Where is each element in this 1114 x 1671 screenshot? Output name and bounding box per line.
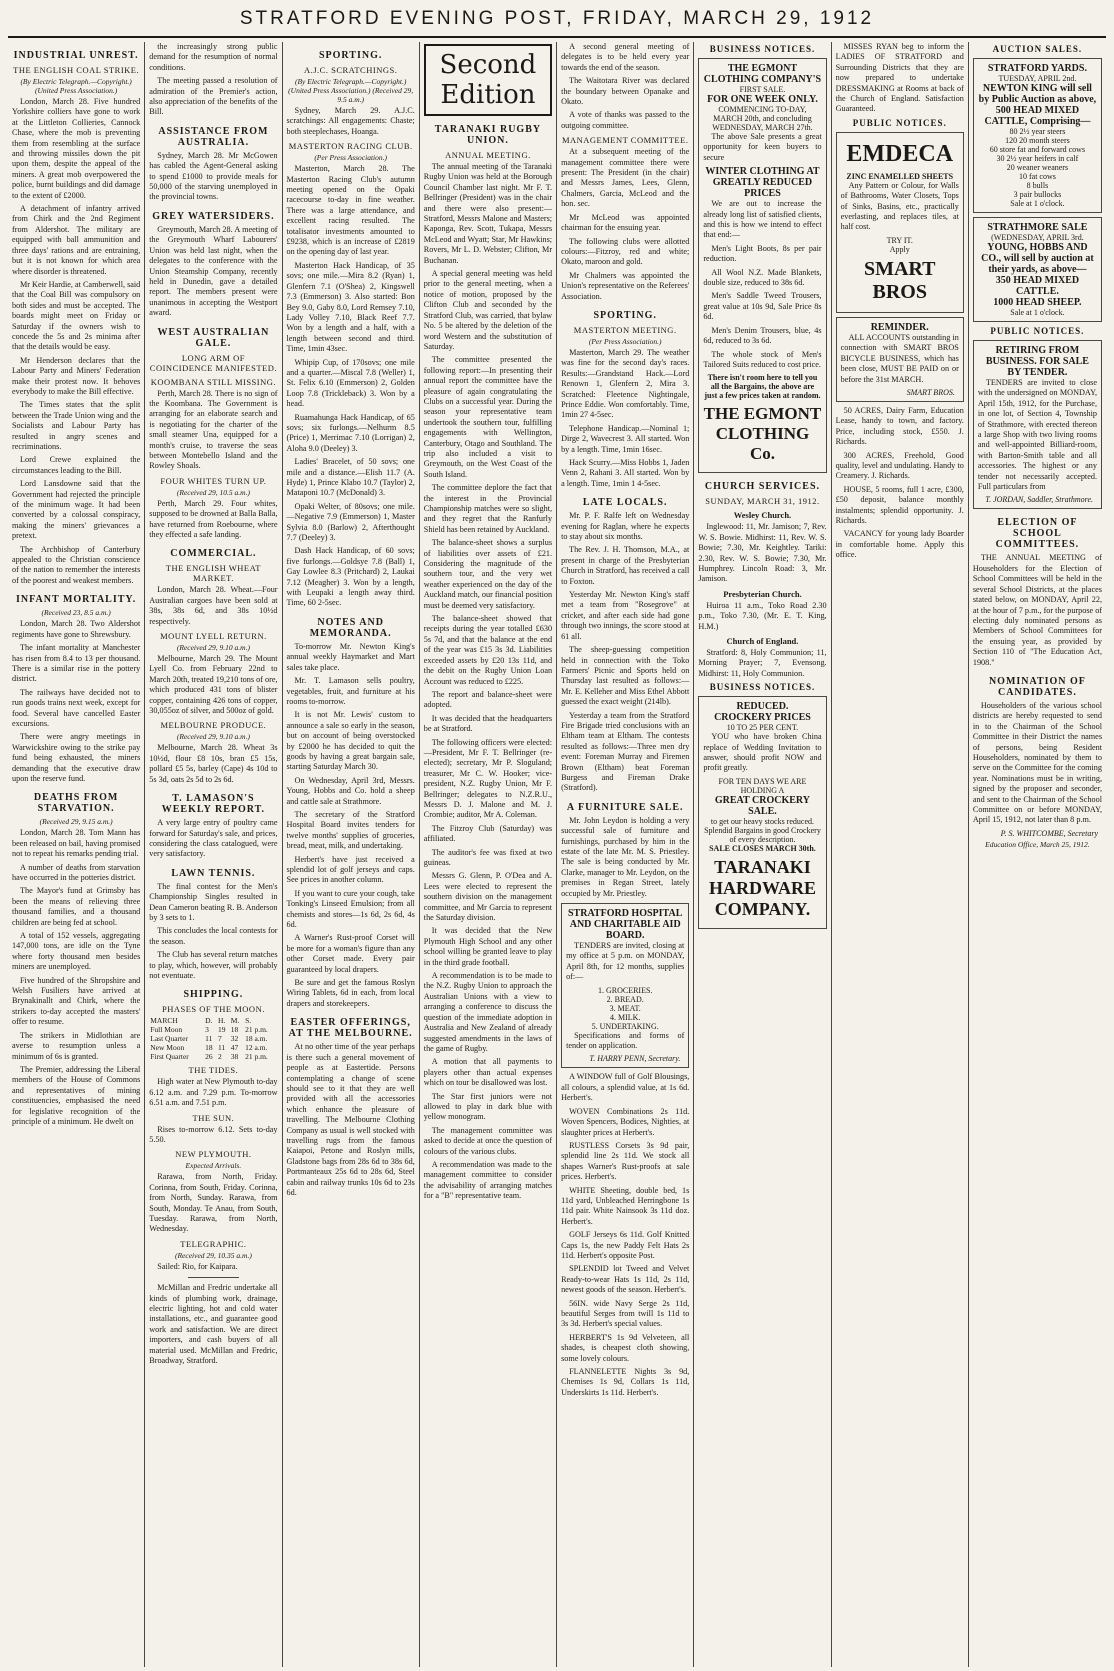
subheadline: MANAGEMENT COMMITTEE. bbox=[561, 135, 689, 146]
paragraph: It is not Mr. Lewis' custom to announce a sale so early in the season, but on account of being overstocked by £2000 he has decided to quit the goods by having a great bargain sale, starting Saturday March 30. bbox=[286, 710, 415, 772]
paragraph: The meeting passed a resolution of admiration of the Premier's action, also appreciation of the benefits of the Bill. bbox=[149, 76, 278, 117]
church-name: Wesley Church. bbox=[733, 510, 792, 521]
paragraph: The following officers were elected:—President, Mr F. T. Bellringer (re-elected); secretary, Mr P. Sloguland; treasurer, Mr C. W. Hooker; vice-president, N.Z. Rugby Union, Mr F. Bellringer; delegates to N.Z.R.U., Messrs D. J. Malone and M. J. Crombie; auditor, Mr A. Coleman. bbox=[423, 737, 553, 820]
subheadline: THE SUN. bbox=[192, 1112, 235, 1123]
paragraph: TENDERS are invited, closing at my office at 5 p.m. on MONDAY, April 8th, for 12 months, supplies of:— bbox=[566, 941, 685, 982]
moon-row bbox=[149, 1025, 277, 1034]
classified-ad: VACANCY for young lady Boarder in comfortable home. Apply this office. bbox=[835, 529, 964, 560]
ad-item: 10 fat cows bbox=[1018, 172, 1056, 181]
paragraph: A special general meeting was held prior to the general meeting, when a notice of motion, proposed by the Clifton Club and seconded by the Stratford Club, was carried, that bylaw No. 5 be altered by the deletion of the word Western and the substitution of Saturday. bbox=[423, 269, 553, 351]
subheadline: NEW PLYMOUTH. bbox=[175, 1149, 252, 1160]
moon-cell: 18 bbox=[230, 1025, 239, 1035]
moon-header-cell: D. bbox=[205, 1016, 213, 1026]
classified-ad: 56IN. wide Navy Serge 2s 11d, beautiful Serges from twill 1s 11d to 3s 3d. Herbert's special values. bbox=[561, 1298, 690, 1329]
paragraph: The committee presented the following report:—In presenting their annual report the committee have the pleasure of again congratulating the Clubs on a successful year. During the season your representative team undertook the southern tour, fulfilling engagements with Wellington, Canterbury, Otago and Southland. The trip also included a visit to Greymouth, on the West Coast of the South Island. bbox=[423, 355, 553, 479]
headline: INDUSTRIAL UNREST. bbox=[13, 50, 139, 61]
moon-header-cell: MARCH bbox=[150, 1016, 178, 1026]
column-2 bbox=[145, 42, 282, 1667]
paragraph: London, March 28. Five hundred Yorkshire colliers have gone to work at the Littleton Collieries, Cannock Chase, where the mob is preventing them from resembling at the surface and throwing missiles down the pit upon them, despite the appeal of the miners. A great mob overpowered the police, burnt buildings and did damage to the extent of £2000. bbox=[12, 97, 141, 200]
paragraph: The auditor's fee was fixed at two guineas. bbox=[423, 847, 553, 867]
tender-item: 1. GROCERIES. bbox=[597, 985, 653, 995]
classified-ad: 300 ACRES, Freehold, Good quality, level and undulating. Handy to Creamery. J. Richards. bbox=[835, 450, 964, 481]
ad-item: All Wool N.Z. Made Blankets, double size, reduced to 38s 6d. bbox=[703, 267, 822, 288]
paragraph: Herbert's have just received a splendid lot of golf jerseys and caps. See prices in another column. bbox=[286, 854, 415, 885]
paragraph: Melbourne, March 28. Wheat 3s 10½d, flour £8 10s, bran £5 15s, pollard £5 5s, barley (Cape) 4s 10d to 5s 3d, oats 2s 5d to 2s 6d. bbox=[149, 743, 278, 784]
ad-line: COMMENCING TO-DAY, MARCH 20th, and concluding WEDNESDAY, MARCH 27th. bbox=[712, 105, 813, 132]
ad-line: Sale at 1 o'clock. bbox=[1010, 199, 1065, 208]
headline: ASSISTANCE FROM AUSTRALIA. bbox=[158, 125, 269, 148]
subheadline: THE ENGLISH WHEAT MARKET. bbox=[165, 563, 261, 584]
paragraph: The balance-sheet showed that receipts during the year totalled £630 5s 7d, and that the balance at the end of the year was £15 3s 3d. Liabilities exceeded assets by £20 13s 11d, and the debit on the Rugby Union Loan Account was reduced to £225. bbox=[423, 614, 553, 686]
company-name: TARANAKI HARDWARE COMPANY. bbox=[708, 856, 816, 919]
subheadline: SUNDAY, MARCH 31, 1912. bbox=[705, 496, 820, 507]
moon-cell: 21 p.m. bbox=[245, 1025, 268, 1035]
ad-item: 8 bulls bbox=[1026, 181, 1049, 190]
paragraph: The Premier, addressing the Liberal members of the House of Commons and representatives of mining constituencies, emphasised the need for legislative recognition of the principle of a minimum. He dwelt on bbox=[12, 1064, 141, 1126]
paragraph: A recommendation is to be made to the N.Z. Rugby Union to approach the Australian Unions with a view to arranging a conference to discuss the question of the immediate adoption in Australia and New Zealand of already suggested amendments in the laws of the game of Rugby. bbox=[423, 971, 553, 1053]
paragraph: Ladies' Bracelet, of 50 sovs; one mile and a distance.—Elish 11.7 (A. Hyde) 1, Prince Klabo 10.7 (Taylor) 2, Mataponi 10.7 (McDonald) 3. bbox=[286, 457, 415, 498]
paragraph: The above Sale presents a great opportunity for keen buyers to secure bbox=[703, 132, 822, 162]
paragraph: Perth, March 29. Four whites, supposed to be drowned at Balla Balla, have returned from Roebourne, where they effected a safe landing. bbox=[149, 498, 278, 539]
paragraph: The Rev. J. H. Thomson, M.A., at present in charge of the Presbyterian Church in Stratford, has received a call to Foxton. bbox=[561, 545, 690, 586]
stratford-yards-ad bbox=[973, 58, 1102, 213]
ad-line: REDUCED. bbox=[736, 701, 789, 713]
moon-cell: 26 bbox=[205, 1052, 213, 1062]
subheadline: MELBOURNE PRODUCE. bbox=[160, 720, 267, 731]
paragraph: A motion that all payments to players other than actual expenses which on tour be disallowed was lost. bbox=[423, 1057, 553, 1088]
ad-line: YOUNG, HOBBS AND CO., will sell by auction at their yards, as above— bbox=[981, 242, 1094, 275]
moon-cell: 3 bbox=[205, 1025, 209, 1035]
moon-table bbox=[149, 1016, 277, 1061]
ad-item: 80 2½ year steers bbox=[1009, 127, 1066, 136]
signature: T. HARRY PENN, Secretary. bbox=[589, 1054, 681, 1064]
ad-line: Splendid Bargains in good Crockery of every description. bbox=[704, 825, 821, 844]
headline: DEATHS FROM STARVATION. bbox=[33, 792, 119, 815]
ad-line: (WEDNESDAY, APRIL 3rd. bbox=[991, 233, 1084, 242]
column-6 bbox=[694, 42, 831, 1667]
paragraph: Opaki Welter, of 80sovs; one mile.—Negative 7.9 (Emmerson) 1, Master Sylvia 8.0 (Barlow) 2, Afterthought 7.7 (Deeley) 3. bbox=[286, 501, 415, 543]
paragraph: YOU who have broken China replace of Wedding Invitation to answer, should profit NOW and profit greatly. bbox=[703, 732, 822, 773]
ad-line: STRATFORD YARDS. bbox=[987, 63, 1087, 74]
ad-line: WINTER CLOTHING AT GREATLY REDUCED PRICES bbox=[705, 166, 820, 200]
paragraph: If you want to cure your cough, take Tonking's Linseed Emulsion; from all chemists and stores—1s 6d, 2s 6d, 4s 6d. bbox=[286, 888, 415, 930]
ad-line: FOR ONE WEEK ONLY. bbox=[707, 94, 818, 105]
tender-item: 3. MEAT. bbox=[609, 1003, 641, 1013]
column-3 bbox=[283, 42, 420, 1667]
headline: INFANT MORTALITY. bbox=[16, 594, 137, 606]
moon-header-cell: H. bbox=[217, 1016, 226, 1026]
ad-line: CROCKERY PRICES bbox=[714, 712, 811, 724]
columns bbox=[8, 42, 1106, 1667]
credit-line: (Received 29, 9.15 a.m.) bbox=[39, 817, 113, 827]
notice-title: RETIRING FROM BUSINESS. FOR SALE BY TENDER. bbox=[985, 345, 1089, 378]
paragraph: Mr Henderson declares that the Labour Party and Miners' Federation make their protest now. It behoves everybody to make the Bill effective. bbox=[12, 355, 141, 396]
headline: CHURCH SERVICES. bbox=[704, 481, 821, 493]
paragraph: Specifications and forms of tender on application. bbox=[566, 1030, 685, 1051]
ad-item: Men's Saddle Tweed Trousers, great value at 10s 9d, Sale Price 8s 6d. bbox=[703, 291, 822, 322]
credit-line: Expected Arrivals. bbox=[185, 1161, 242, 1171]
credit-line: (Received 29, 9.10 a.m.) bbox=[176, 732, 250, 742]
paragraph: The Mayor's fund at Grimsby has been the means of relieving three thousand families, and a thousand children are being fed at school. bbox=[12, 886, 141, 927]
subheadline: PHASES OF THE MOON. bbox=[161, 1004, 265, 1015]
paragraph: Mr. John Leydon is holding a very successful sale of furniture and furnishings, purchased by him in the estate of the late Mr. M. S. Priestley. The sale is being conducted by Mr. Clarke, manager to Mr. Leydon, on the premises in Regan Street, lately occupied by Mr. Priestley. bbox=[561, 815, 690, 898]
paragraph: Rarawa, from North, Friday. Corinna, from South, Friday. Corinna, from North, Sunday. Rarawa, from South, Monday. Te Anau, from South, Tuesday. Rarawa, from North, Wednesday. bbox=[149, 1172, 278, 1234]
moon-cell: 11 bbox=[217, 1043, 226, 1053]
paragraph: The report and balance-sheet were adopted. bbox=[423, 689, 553, 710]
moon-cell: New Moon bbox=[150, 1043, 185, 1053]
ad-item: Men's Denim Trousers, blue, 4s 6d, reduced to 3s 6d. bbox=[703, 325, 822, 346]
paragraph: Yesterday Mr. Newton King's staff met a team from "Rosegrove" at cricket, and after each side had gone through two innings, the score stood at 61 all. bbox=[561, 590, 690, 641]
subheadline: A.J.C. SCRATCHINGS. bbox=[303, 65, 398, 75]
paragraph: the increasingly strong public demand for the resumption of normal conditions. bbox=[149, 42, 278, 72]
moon-header-cell: M. bbox=[230, 1016, 240, 1026]
subheadline: KOOMBANA STILL MISSING. bbox=[150, 376, 277, 387]
ad-line: FOR TEN DAYS WE ARE HOLDING A bbox=[718, 776, 807, 795]
company-name: SMART BROS bbox=[863, 257, 936, 303]
paragraph: Perth, March 28. There is no sign of the Koombana. The Government is arranging for an elaborate search and is negotiating for the charter of the small steamer Una, equipped for a month's cruise, to traverse the seas between Montebello Island and the Rowley Shoals. bbox=[149, 388, 278, 471]
paragraph: A detachment of infantry arrived from Chirk and the 2nd Regiment from Aldershot. The military are equipped with ball ammunition and three days' rations and are entraining, but it is not known for which area where disorder is threatened. bbox=[12, 204, 141, 276]
paragraph: Dash Hack Handicap, of 60 sovs; five furlongs.—Goldsye 7.8 (Ball) 1, Gay Lowlee 8.3 (Pritchard) 2, Laukai 7.12 (Meagher) 3. Won by a length, with Leupaki a length away third. Time, 60 2-5sec. bbox=[286, 546, 415, 608]
ad-line: There isn't room here to tell you all the Bargains, the above are just a few prices taken at random. bbox=[704, 373, 821, 401]
church-name: Church of England. bbox=[726, 635, 799, 646]
tender-item: 4. MILK. bbox=[609, 1012, 641, 1022]
paragraph: London, March 28. Wheat.—Four Australian cargoes have been sold at 38s, 38s 6d, and 38s 10½d respectively. bbox=[149, 585, 278, 626]
paragraph: THE ANNUAL MEETING of Householders for the Election of School Committees will be held in the several School Districts, at the places stated below, on MONDAY, April 22, at the hour of 7 p.m., for the purpose of electing duly nominated persons as Members of School Committees for the ensuing year, as provided by Section 110 of "The Education Act, 1908." bbox=[972, 553, 1103, 667]
paragraph: It was decided that the New Plymouth High School and any other school willing be granted leave to play in the third grade football. bbox=[423, 926, 553, 967]
masthead: STRATFORD EVENING POST, FRIDAY, MARCH 29, 1912 bbox=[8, 6, 1106, 38]
headline: NOTES AND MEMORANDA. bbox=[309, 616, 392, 639]
moon-row bbox=[149, 1043, 277, 1052]
paragraph: Yesterday a team from the Stratford Fire Brigade tried conclusions with an Eltham team at Eltham. The contests resulted as follows:—Three men dry event: Foreman Murray and Firemen Brown (Eltham) beat Foreman Burgess and Fireman Drake (Stratford). bbox=[561, 710, 690, 793]
signature: SMART BROS. bbox=[906, 387, 955, 397]
credit-line: (Received 29, 10.35 a.m.) bbox=[174, 1250, 252, 1260]
paragraph: The Fitzroy Club (Saturday) was affiliated. bbox=[423, 823, 553, 844]
classified-ad: SPLENDID lot Tweed and Velvet Ready-to-wear Hats 1s 11d, 2s 11d, newest goods of the season. Herbert's. bbox=[561, 1264, 690, 1295]
paragraph: Messrs G. Glenn, P. O'Dea and A. Lees were elected to represent the southern division on the management committee, and Mr Garcia to represent the Saturday division. bbox=[423, 871, 553, 923]
paragraph: Masterton, March 28. The Masterton Racing Club's autumn meeting opened on the Opaki racecourse to-day in fine weather. There was a large attendance, and excellent racing resulted. The totalisator investments amounted to £9238, which is an increase of £2819 on the opening day of last year. bbox=[286, 164, 415, 257]
emdeca-ad bbox=[836, 132, 964, 313]
church-name: Presbyterian Church. bbox=[723, 588, 802, 599]
subheadline: LONG ARM OF COINCIDENCE MANIFESTED. bbox=[149, 352, 277, 373]
ad-item: 60 store fat and forward cows bbox=[989, 145, 1086, 154]
paragraph: Five hundred of the Shropshire and Welsh Fusiliers have arrived at Brynakinallt and Chirk, where the strikers to-day accepted the masters' offer to resume. bbox=[12, 975, 141, 1027]
paragraph: Mr Chalmers was appointed the Union's representative on the Referees' Association. bbox=[561, 270, 690, 301]
paragraph: The final contest for the Men's Championship Singles resulted in Dean Cameron beating R. B. Anderson by 3 sets to 1. bbox=[149, 881, 278, 922]
paragraph: The whole stock of Men's Tailored Suits reduced to cost price. bbox=[703, 349, 822, 369]
credit-line: (By Electric Telegraph.—Copyright.) (United Press Association.) (Received 29, 9.5 a.m.) bbox=[288, 77, 414, 104]
paragraph: MISSES RYAN beg to inform the LADIES OF STRATFORD and Surrounding Districts that they are now prepared to undertake DRESSMAKING at Rooms at back of the Church of England. Satisfaction Guaranteed. bbox=[835, 42, 964, 114]
paragraph: To-morrow Mr. Newton King's annual weekly Haymarket and Mart sales take place. bbox=[286, 641, 415, 672]
column-1 bbox=[8, 42, 145, 1667]
paragraph: At no other time of the year perhaps is there such a general movement of people as at Eastertide. Persons contemplating a change of scene should see to it that they are well provided with all the accessories which enhance the pleasure of travelling. The Melbourne Clothing Company as usual is well stocked with travelling rugs from the famous Kaiapoi, Petone and Roslyn mills, Gladstone bags from 28s 6d to 38s 6d, Portmanteaux 25s 6d to 28s 6d, Steel cabin and railway trunks 10s 6d to 23s 6d. bbox=[286, 1042, 415, 1197]
headline: TARANAKI RUGBY UNION. bbox=[434, 124, 542, 146]
paragraph: Lord Crewe explained the circumstances leading to the Bill. bbox=[12, 455, 141, 475]
ad-line: Sale at 1 o'clock. bbox=[1010, 308, 1065, 317]
headline: NOMINATION OF CANDIDATES. bbox=[988, 675, 1086, 698]
notice-title: STRATFORD HOSPITAL AND CHARITABLE AID BOARD. bbox=[568, 908, 683, 942]
paragraph: London, March 28. Two Aldershot regiments have gone to Shrewsbury. bbox=[12, 619, 141, 639]
paragraph: A very large entry of poultry came forward for Saturday's sale, and prices, considering the class catalogued, were very satisfactory. bbox=[149, 818, 278, 859]
paragraph: Mr. T. Lamason sells poultry, vegetables, fruit, and furniture at his rooms to-morrow. bbox=[286, 676, 415, 706]
paragraph: The Times states that the split between the Trade Union wing and the Socialists and Labour Party has resulted in angry scenes and recriminations. bbox=[12, 400, 141, 451]
subheadline: MOUNT LYELL RETURN. bbox=[160, 631, 267, 642]
moon-cell: 21 p.m. bbox=[245, 1052, 268, 1062]
moon-cell: 11 bbox=[205, 1034, 213, 1044]
paragraph: Masterton Hack Handicap, of 35 sovs; one mile.—Mira 8.2 (Ryan) 1, Glenfern 7.1 (O'Shea) 2, Kingswell 7.3 (Emmerson) 3. Also started: Bon Bey 9.0, Gaby 8.0, Lord Remsey 7.10, Lady Volley 7.10, Black Reef 7.7. Won by a length and a half, with a length between second and third. Time, 1min 43sec. bbox=[286, 260, 415, 354]
reminder-notice bbox=[836, 317, 964, 402]
paragraph: The management committee was asked to decide at once the question of colours of the various clubs. bbox=[423, 1125, 553, 1156]
moon-cell: 7 bbox=[217, 1034, 222, 1044]
paragraph: Mr. P. F. Ralfe left on Wednesday evening for Raglan, where he expects to stay about six months. bbox=[561, 511, 690, 542]
paragraph: The Waitotara River was declared the boundary between Opanake and Okato. bbox=[561, 76, 690, 107]
paragraph: There were angry meetings in Warwickshire owing to the strike pay fund being exhausted, the miners demanding that the executive draw upon the reserve fund. bbox=[12, 732, 141, 783]
subheadline: ANNUAL MEETING. bbox=[445, 150, 531, 160]
paragraph: Ruamahunga Hack Handicap, of 65 sovs; six furlongs.—Nelhurm 8.5 (Price) 1, Merrimac 7.10 (Lorrigan) 2, Aloha 9.0 (Deeley) 3. bbox=[286, 412, 415, 453]
paragraph: ALL ACCOUNTS outstanding in connection with SMART BROS BICYCLE BUSINESS, which has been close, MUST BE PAID on or before the 31st MARCH. bbox=[840, 332, 959, 384]
classified-ad: GOLF Jerseys 6s 11d. Golf Knitted Caps 1s, the new Paddy Felt Hats 2s 11d. Herbert's opposite Post. bbox=[561, 1230, 690, 1260]
moon-header-row bbox=[149, 1016, 277, 1025]
paragraph: Sydney, March 29. A.J.C. scratchings: All engagements: Chaste; both steeplechases, Hoanga. bbox=[286, 106, 415, 136]
paragraph: Inglewood: 11, Mr. Jamison; 7, Rev. W. S. Bowie. Midhirst: 11, Rev. W. S. Bowie; 7.30, Mr. Keightley. Tariki: 2.30, Rev. W. S. Bowie; 7.30, Mr. Humphrey. Lincoln Road: 3, Mr. Jamison. bbox=[698, 522, 827, 584]
company-name: THE EGMONT CLOTHING Co. bbox=[703, 404, 822, 464]
paragraph: At a subsequent meeting of the management committee there were present: The President (in the chair) and Messrs James, Lees, Glenn, Chalmers, Garcia, McLeod and the hon. sec. bbox=[561, 147, 690, 209]
classified-ad: HOUSE, 5 rooms, full 1 acre, £300, £50 deposit, balance monthly instalments; splendid opportunity. J. Richards. bbox=[835, 484, 964, 525]
moon-cell: 18 bbox=[205, 1043, 213, 1053]
ad-line: to get our heavy stocks reduced. bbox=[710, 816, 814, 826]
paragraph: Mr McLeod was appointed chairman for the ensuing year. bbox=[561, 212, 690, 233]
classified-ad: 50 ACRES, Dairy Farm, Education Lease, handy to town, and factory. Price, including stock, £550. J. Richards. bbox=[835, 405, 964, 447]
paragraph: Sailed: Rio, for Kaipara. bbox=[157, 1261, 238, 1271]
paragraph: We are out to increase the already long list of satisfied clients, and this is how we intend to effect that end:— bbox=[703, 199, 822, 240]
credit-line: (Per Press Association.) bbox=[588, 336, 662, 346]
paragraph: The sheep-guessing competition held in connection with the Toko Farmers' Picnic and Sports held on Thursday last resulted as follows:—Mr. E. Kelleher and Miss Ethel Abbott guessed the exact weight (214lb). bbox=[561, 645, 690, 707]
paragraph: Greymouth, March 28. A meeting of the Greymouth Wharf Labourers' Union was held last night, when the delegates to the conference with the Union Steamship Company, recently held in Dunedin, gave a detailed report. The members present were unanimous in accepting the Westport award. bbox=[149, 224, 278, 318]
paragraph: Huiroa 11 a.m., Toko Road 2.30 p.m., Toko 7.30, (Mr. E. T. King, H.M.) bbox=[698, 600, 827, 631]
paragraph: Whipip Cup, of 170sovs; one mile and a quarter.—Miscal 7.8 (Weller) 1, St. Felix 6.10 (Emmerson) 2, Golden Loop 7.8 (Trickleback) 3. Won by a head. bbox=[286, 357, 415, 409]
date-line: Education Office, March 25, 1912. bbox=[985, 839, 1090, 849]
credit-line: (Received 23, 8.5 a.m.) bbox=[41, 608, 111, 618]
classified-ad: A WINDOW full of Golf Blousings, all colours, a splendid value, at 1s 6d. Herbert's. bbox=[561, 1072, 690, 1103]
subheadline: MASTERTON RACING CLUB. bbox=[288, 141, 413, 152]
tender-notice bbox=[973, 340, 1102, 509]
headline: SHIPPING. bbox=[183, 989, 244, 1001]
ad-line: 10 TO 25 PER CENT. bbox=[726, 723, 799, 733]
paragraph: Lord Lansdowne said that the Government had rejected the principle of the minimum wage. It had been converted by a colossal conspiracy, making the miners' grievances a pretext. bbox=[12, 479, 141, 541]
headline: LATE LOCALS. bbox=[582, 497, 668, 509]
headline: ELECTION OF SCHOOL COMMITTEES. bbox=[995, 517, 1080, 551]
tender-item: 5. UNDERTAKING. bbox=[591, 1021, 659, 1031]
paragraph: The following clubs were allotted colours:—Fitzroy, red and white; Okato, maroon and gold. bbox=[561, 236, 690, 267]
ad-item: 30 2½ year heifers in calf bbox=[996, 154, 1079, 163]
paragraph: A total of 152 vessels, aggregating 147,000 tons, are idle on the Tyne where forty thousand men besides miners are unemployed. bbox=[12, 931, 141, 972]
headline: LAWN TENNIS. bbox=[171, 867, 256, 879]
paragraph: The Archbishop of Canterbury appealed to the Christian conscience of the nation to remember the interests of the poorest and weakest members. bbox=[12, 544, 141, 585]
paragraph: The railways have decided not to run goods trains next week, except for food. Several have cancelled Easter excursions. bbox=[12, 687, 141, 728]
headline: SPORTING. bbox=[593, 309, 657, 321]
ad-line: GREAT CROCKERY SALE. bbox=[714, 794, 811, 817]
paragraph: A recommendation was made to the management committee to consider the advisability of arranging matches for a "B" representative team. bbox=[423, 1159, 553, 1201]
ad-line: THE EGMONT CLOTHING COMPANY'S bbox=[703, 63, 822, 85]
ad-line: 350 HEAD MIXED CATTLE. bbox=[995, 275, 1080, 297]
ad-line: SALE CLOSES MARCH 30th. bbox=[709, 843, 816, 853]
classified-ad: RUSTLESS Corsets 3s 9d pair, splendid line 2s 11d. We stock all shapes Warner's Rust-proofs at sale prices. Herbert's. bbox=[561, 1140, 690, 1182]
classified-ad: FLANNELETTE Nights 3s 9d, Chemises 1s 9d, Collars 1s 11d, Underskirts 1s 11d. Herbert's. bbox=[561, 1367, 690, 1397]
notice-title: REMINDER. bbox=[870, 321, 929, 333]
credit-line: (Received 29, 10.5 a.m.) bbox=[176, 487, 250, 497]
paragraph: High water at New Plymouth to-day 6.12 a.m. and 7.29 p.m. To-morrow 6.51 a.m. and 7.51 p.m. bbox=[149, 1077, 278, 1108]
moon-cell: 19 bbox=[217, 1025, 226, 1035]
subheadline: FOUR WHITES TURN UP. bbox=[160, 475, 267, 486]
egmont-clothing-ad bbox=[698, 58, 826, 473]
paragraph: London, March 28. Tom Mann has been released on bail, having promised not to repeat his remarks pending trial. bbox=[12, 828, 141, 859]
credit-line: (By Electric Telegraph.—Copyright.) (United Press Association.) bbox=[20, 77, 132, 95]
moon-cell: Full Moon bbox=[150, 1025, 183, 1035]
section-label: AUCTION SALES. bbox=[992, 44, 1083, 54]
paragraph: Be sure and get the famous Roslyn Wiring Tablets, 6d in each, from local drapers and storekeepers. bbox=[286, 978, 415, 1008]
strathmore-sale-ad bbox=[973, 217, 1102, 322]
paragraph: Rises to-morrow 6.12. Sets to-day 5.50. bbox=[149, 1124, 278, 1144]
paragraph: The balance-sheet shows a surplus of liabilities over assets of £21. Considering the magnitude of the southern tour, and the very wet weather experienced on the day of the Auckland match, our financial position must be deemed very satisfactory. bbox=[423, 538, 553, 610]
paragraph: Householders of the various school districts are hereby requested to send in to the Chairman of the School Committee in their District the names of persons, being Resident Householders, nominated by them to serve on the Committee for the coming year. Nominations must be in writing, signed by the proposer and seconder, and sent to the Chairman of the School Committee on or before MONDAY, April 15, 1912, not later than 8 p.m. bbox=[972, 700, 1102, 825]
ad-item: 20 weaner weaners bbox=[1006, 163, 1069, 172]
moon-header-cell: S. bbox=[245, 1016, 252, 1026]
ad-line: ZINC ENAMELLED SHEETS bbox=[846, 171, 954, 181]
paragraph: Hack Scurry.—Miss Hobbs 1, Jaden Venn 2, Rahani 3. All started. Won by a length. Time, 1min 1 4-5sec. bbox=[561, 458, 690, 488]
section-label: BUSINESS NOTICES. bbox=[709, 44, 816, 54]
paragraph: Any Pattern or Colour, for Walls of Bathrooms, Water Closets, Tops of Sinks, Basins, etc., practically everlasting, and replaces tiles, at half cost. bbox=[840, 180, 959, 232]
paragraph: This concludes the local contests for the season. bbox=[149, 926, 278, 946]
moon-cell: 47 bbox=[230, 1043, 239, 1053]
ad-line: STRATHMORE SALE bbox=[987, 222, 1088, 233]
ad-item: 120 20 month steers bbox=[1005, 136, 1070, 145]
ad-line: Apply bbox=[889, 244, 910, 254]
paragraph: The strikers in Midlothian are averse to resumption unless a minimum of 6s is granted. bbox=[12, 1030, 141, 1061]
column-4 bbox=[420, 42, 557, 1667]
headline: A FURNITURE SALE. bbox=[566, 801, 684, 813]
divider bbox=[188, 1277, 239, 1278]
column-5 bbox=[557, 42, 694, 1667]
signature: T. JORDAN, Saddler, Strathmore. bbox=[985, 495, 1093, 505]
paragraph: It was decided that the headquarters be at Stratford. bbox=[423, 713, 553, 734]
paragraph: The Star first juniors were not allowed to play in dark blue with yellow monogram. bbox=[423, 1091, 553, 1122]
paragraph: TENDERS are invited to close with the undersigned on MONDAY, April 15th, 1912, for the Purchase, in one lot, of Section 4, Township of Strathmore, with erected thereon a large Shop with two living rooms and well-appointed Billiard-room, with Barton-Smith table and all accessories. The highest or any tender not necessarily accepted. Full particulars from bbox=[977, 378, 1097, 492]
paragraph: Telephone Handicap.—Nominal 1; Dirge 2, Wavecrest 3. All started. Won by a length. Time, 1min 16sec. bbox=[561, 423, 690, 454]
ad-item: Men's Light Boots, 8s per pair reduction. bbox=[703, 243, 822, 264]
paragraph: McMillan and Fredric undertake all kinds of plumbing work, drainage, electric lighting, hot and cold water installations, etc., and guarantee good work and satisfaction. We are direct importers, and cash buyers of all material used. McMillan and Fredric, Broadway, Stratford. bbox=[149, 1283, 278, 1366]
paragraph: A second general meeting of delegates is to be held every year towards the end of the season. bbox=[561, 42, 690, 72]
paragraph: Melbourne, March 29. The Mount Lyell Co. from February 22nd to March 20th, treated 19,210 tons of ore, which produced 431 tons of blister copper, containing 426 tons of copper, 30,055oz of silver, and 500oz of gold. bbox=[149, 654, 278, 716]
ad-line: TUESDAY, APRIL 2nd. bbox=[998, 74, 1077, 83]
subheadline: MASTERTON MEETING. bbox=[573, 324, 677, 335]
ad-line: 1000 HEAD SHEEP. bbox=[993, 297, 1082, 308]
headline: GREY WATERSIDERS. bbox=[152, 210, 275, 222]
ad-line: 500 HEAD MIXED CATTLE, Comprising— bbox=[984, 105, 1091, 127]
moon-cell: 38 bbox=[230, 1052, 239, 1062]
paragraph: The secretary of the Stratford Hospital Board invites tenders for twelve months' supplies of groceries, bread, meat, milk, and undertaking. bbox=[286, 809, 415, 851]
signature: P. S. WHITCOMBE, Secretary bbox=[1000, 828, 1098, 838]
classified-ad: WOVEN Combinations 2s 11d. Woven Spencers, Bodices, Nighties, at slaughter prices at Herbert's. bbox=[561, 1106, 690, 1137]
paragraph: Mr Keir Hardie, at Camberwell, said that the Coal Bill was compulsory on both sides and must be accepted. The boards might meet on Friday or Saturday if the owners wish to concede the 5s and 2s minima after that the details would be easy. bbox=[12, 279, 141, 352]
product-name: EMDECA bbox=[846, 140, 954, 167]
moon-cell: 32 bbox=[230, 1034, 239, 1044]
headline: WEST AUSTRALIAN GALE. bbox=[157, 326, 270, 349]
paragraph: A number of deaths from starvation have occurred in the potteries district. bbox=[12, 862, 141, 882]
section-label: BUSINESS NOTICES. bbox=[709, 682, 816, 693]
paragraph: The Club has several return matches to play, which, however, will probably not eventuate. bbox=[149, 950, 278, 980]
headline: T. LAMASON'S WEEKLY REPORT. bbox=[161, 793, 266, 816]
crockery-ad bbox=[698, 696, 826, 929]
tender-item: 2. BREAD. bbox=[606, 994, 644, 1004]
ad-line: FIRST SALE. bbox=[739, 85, 786, 94]
headline: EASTER OFFERINGS, AT THE MELBOURNE. bbox=[288, 1017, 413, 1040]
subheadline: THE TIDES. bbox=[188, 1065, 239, 1076]
moon-cell: 12 a.m. bbox=[245, 1043, 268, 1053]
credit-line: (Received 29, 9.10 a.m.) bbox=[176, 643, 250, 653]
ad-line: TRY IT. bbox=[886, 235, 913, 245]
headline: SPORTING. bbox=[318, 50, 383, 61]
headline: COMMERCIAL. bbox=[170, 548, 257, 560]
paragraph: On Wednesday, April 3rd, Messrs. Young, Hobbs and Co. hold a sheep and cattle sale at Strathmore. bbox=[286, 775, 415, 806]
section-label: PUBLIC NOTICES. bbox=[852, 117, 947, 128]
column-7 bbox=[832, 42, 969, 1667]
paragraph: Sydney, March 28. Mr McGowen has cabled the Agent-General asking to spend £1000 to provide meals for 50,000 of the starving unemployed in the provincial towns. bbox=[149, 150, 278, 202]
credit-line: (Per Press Association.) bbox=[314, 153, 388, 163]
moon-cell: 18 a.m. bbox=[245, 1034, 268, 1044]
paragraph: Masterton, March 29. The weather was fine for the second day's races. Results:—Grandstand Hack.—Lord Renown 1, Glenfern 2, Mira 3. Scratched: Fleetence Nightingale, Prince Eddie. Won comfortably. Time, 1min 27 4-5sec. bbox=[561, 347, 690, 420]
subheadline: THE ENGLISH COAL STRIKE. bbox=[13, 65, 140, 75]
moon-row bbox=[149, 1052, 277, 1061]
classified-ad: WHITE Sheeting, double bed, 1s 11d yard, Unbleached Herringbone 1s 11d pair. White Nainsook 3s 11d doz. Herbert's. bbox=[561, 1185, 690, 1226]
ad-item: 3 pair bullocks bbox=[1013, 190, 1062, 199]
ad-line: NEWTON KING will sell by Public Auction as above, bbox=[978, 83, 1097, 105]
tender-notice bbox=[561, 903, 689, 1068]
paragraph: The annual meeting of the Taranaki Rugby Union was held at the Borough Council Chamber last night. Mr F. T. Bellringer (President) was in the chair and there were also present:—Stratford, Messrs Malone and Masters; Kaponga, Rev. Scott, Tukapa, Messrs McLeod and Wyatt; Star, Mr Hawkins; Rovers, Mr L. D. Webster; Clifton, Mr Buchanan. bbox=[423, 162, 553, 265]
paragraph: A vote of thanks was passed to the outgoing committee. bbox=[561, 110, 690, 130]
moon-cell: Last Quarter bbox=[150, 1034, 188, 1044]
moon-row bbox=[149, 1034, 277, 1043]
moon-cell: First Quarter bbox=[150, 1052, 189, 1062]
paragraph: Stratford: 8, Holy Communion; 11, Morning Prayer; 7, Evensong. Midhirst: 11, Holy Communion. bbox=[698, 647, 827, 678]
column-8 bbox=[969, 42, 1106, 1667]
edition-banner: Second Edition bbox=[424, 44, 552, 116]
classified-ad: HERBERT'S 1s 9d Velveteen, all shades, is cheapest cloth showing, some lovely colours. bbox=[561, 1332, 690, 1363]
moon-cell: 2 bbox=[217, 1052, 222, 1062]
paragraph: The committee deplore the fact that the interest in the Provincial Championship matches were so slight, and they regret that the Ranfurly Shield has been retained by Auckland. bbox=[423, 483, 553, 534]
section-label: PUBLIC NOTICES. bbox=[990, 326, 1085, 336]
paragraph: The infant mortality at Manchester has risen from 8.4 to 13 per thousand. There is a similar rise in the pottery district. bbox=[12, 643, 141, 684]
paragraph: A Warner's Rust-proof Corset will be more for a woman's figure than any other Corset made. Every pair guaranteed by local drapers. bbox=[286, 933, 415, 974]
subheadline: TELEGRAPHIC. bbox=[180, 1238, 247, 1249]
